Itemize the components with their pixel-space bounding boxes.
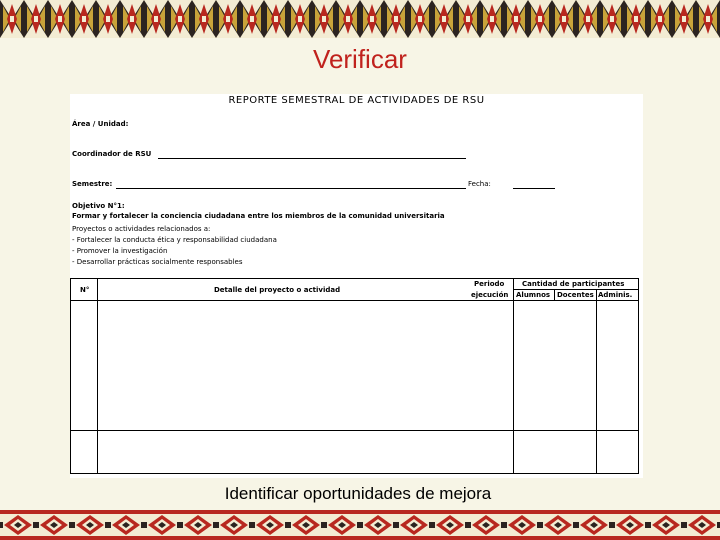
table-col-divider <box>97 278 98 474</box>
participants-subheader-divider <box>513 289 639 290</box>
table-row-divider <box>70 430 639 431</box>
col-participants-header: Cantidad de participantes <box>522 280 625 288</box>
semester-label: Semestre: <box>72 180 113 188</box>
col-period-header-2: ejecución <box>471 291 509 299</box>
bullet-item: - Promover la investigación <box>72 247 168 255</box>
col-detail-header: Detalle del proyecto o actividad <box>214 286 341 294</box>
report-title: REPORTE SEMESTRAL DE ACTIVIDADES DE RSU <box>228 95 485 106</box>
slide-title: Verificar <box>313 44 407 74</box>
top-decorative-border <box>0 0 720 38</box>
col-students-header: Alumnos <box>516 291 551 299</box>
semester-field[interactable] <box>116 188 466 189</box>
bullet-item: - Fortalecer la conducta ética y responsabilidad ciudadana <box>72 236 277 244</box>
objective-text: Formar y fortalecer la conciencia ciudadana entre los miembros de la comunidad universitaria <box>72 212 445 220</box>
decorative-pattern-icon <box>0 0 720 38</box>
col-period-header: Periodo <box>474 280 505 288</box>
table-col-divider <box>554 289 555 300</box>
date-field[interactable] <box>513 188 555 189</box>
date-label: Fecha: <box>468 180 491 188</box>
bottom-decorative-border <box>0 510 720 540</box>
table-col-divider <box>513 278 514 474</box>
decorative-pattern-icon <box>0 510 720 540</box>
report-form <box>70 94 643 478</box>
slide-caption: Identificar oportunidades de mejora <box>224 484 492 503</box>
coordinator-field[interactable] <box>158 158 466 159</box>
bullet-item: - Desarrollar prácticas socialmente responsables <box>72 258 243 266</box>
table-header-divider <box>70 300 639 301</box>
table-col-divider <box>596 289 597 474</box>
coordinator-label: Coordinador de RSU <box>72 150 152 158</box>
col-number-header: N° <box>80 286 90 294</box>
col-teachers-header: Docentes <box>557 291 594 299</box>
activities-table <box>70 278 639 474</box>
objective-label: Objetivo N°1: <box>72 202 125 210</box>
col-admin-header: Adminis. <box>598 291 633 299</box>
area-label: Área / Unidad: <box>72 120 129 128</box>
projects-heading: Proyectos o actividades relacionados a: <box>72 225 211 233</box>
